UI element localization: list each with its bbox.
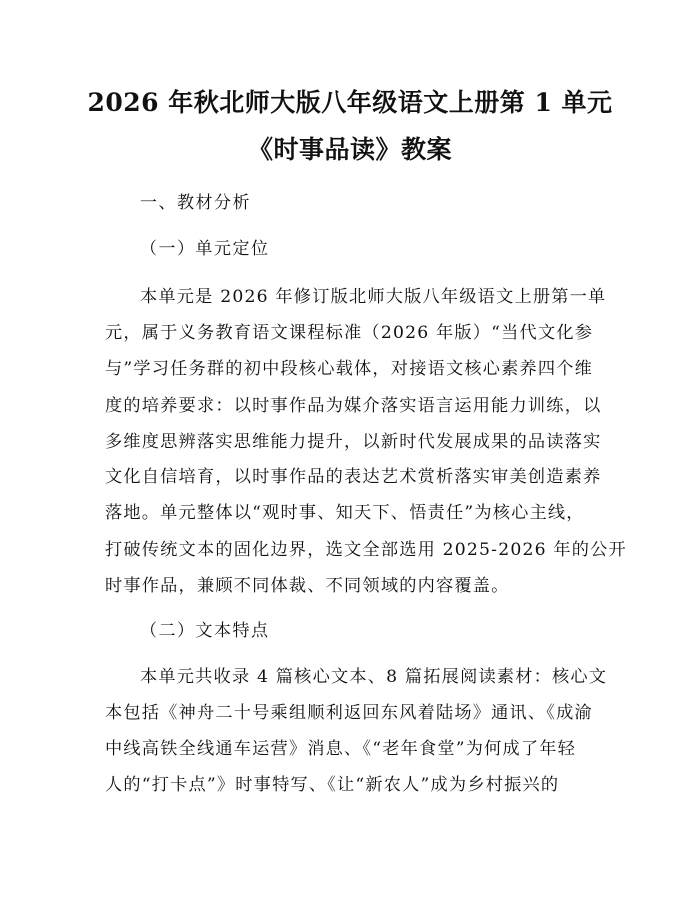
paragraph-1-line: 打破传统文本的固化边界，选文全部选用 2025-2026 年的公开 xyxy=(105,540,627,560)
paragraph-1-line: 多维度思辨落实思维能力提升，以新时代发展成果的品读落实 xyxy=(105,432,602,452)
paragraph-2-line: 中线高铁全线通车运营》消息、《“老年食堂”为何成了年轻 xyxy=(105,739,577,759)
paragraph-1-line: 度的培养要求：以时事作品为媒介落实语言运用能力训练，以 xyxy=(105,396,602,416)
paragraph-1-line: 元，属于义务教育语文课程标准（2026 年版）“当代文化参 xyxy=(105,323,594,343)
subsection-heading-text-features: （二）文本特点 xyxy=(140,621,270,641)
paragraph-1-line: 本单元是 2026 年修订版北师大版八年级语文上册第一单 xyxy=(140,287,607,307)
document-title-line-2: 《时事品读》教案 xyxy=(247,135,452,164)
paragraph-2-line: 人的“打卡点”》时事特写、《让“新农人”成为乡村振兴的 xyxy=(105,775,560,795)
document-title-line-1: 2026 年秋北师大版八年级语文上册第 1 单元 xyxy=(87,88,613,117)
section-heading-teaching-material-analysis: 一、教材分析 xyxy=(140,193,251,213)
paragraph-1-line: 落地。单元整体以“观时事、知天下、悟责任”为核心主线， xyxy=(105,503,585,523)
paragraph-2-line: 本单元共收录 4 篇核心文本、8 篇拓展阅读素材：核心文 xyxy=(140,667,608,687)
paragraph-1-line: 时事作品，兼顾不同体裁、不同领域的内容覆盖。 xyxy=(105,576,510,596)
paragraph-1-line: 文化自信培育，以时事作品的表达艺术赏析落实审美创造素养 xyxy=(105,467,602,487)
paragraph-1-line: 与”学习任务群的初中段核心载体，对接语文核心素养四个维 xyxy=(105,359,594,379)
subsection-heading-unit-positioning: （一）单元定位 xyxy=(140,239,270,259)
paragraph-2-line: 本包括《神舟二十号乘组顺利返回东风着陆场》通讯、《成渝 xyxy=(105,703,593,723)
